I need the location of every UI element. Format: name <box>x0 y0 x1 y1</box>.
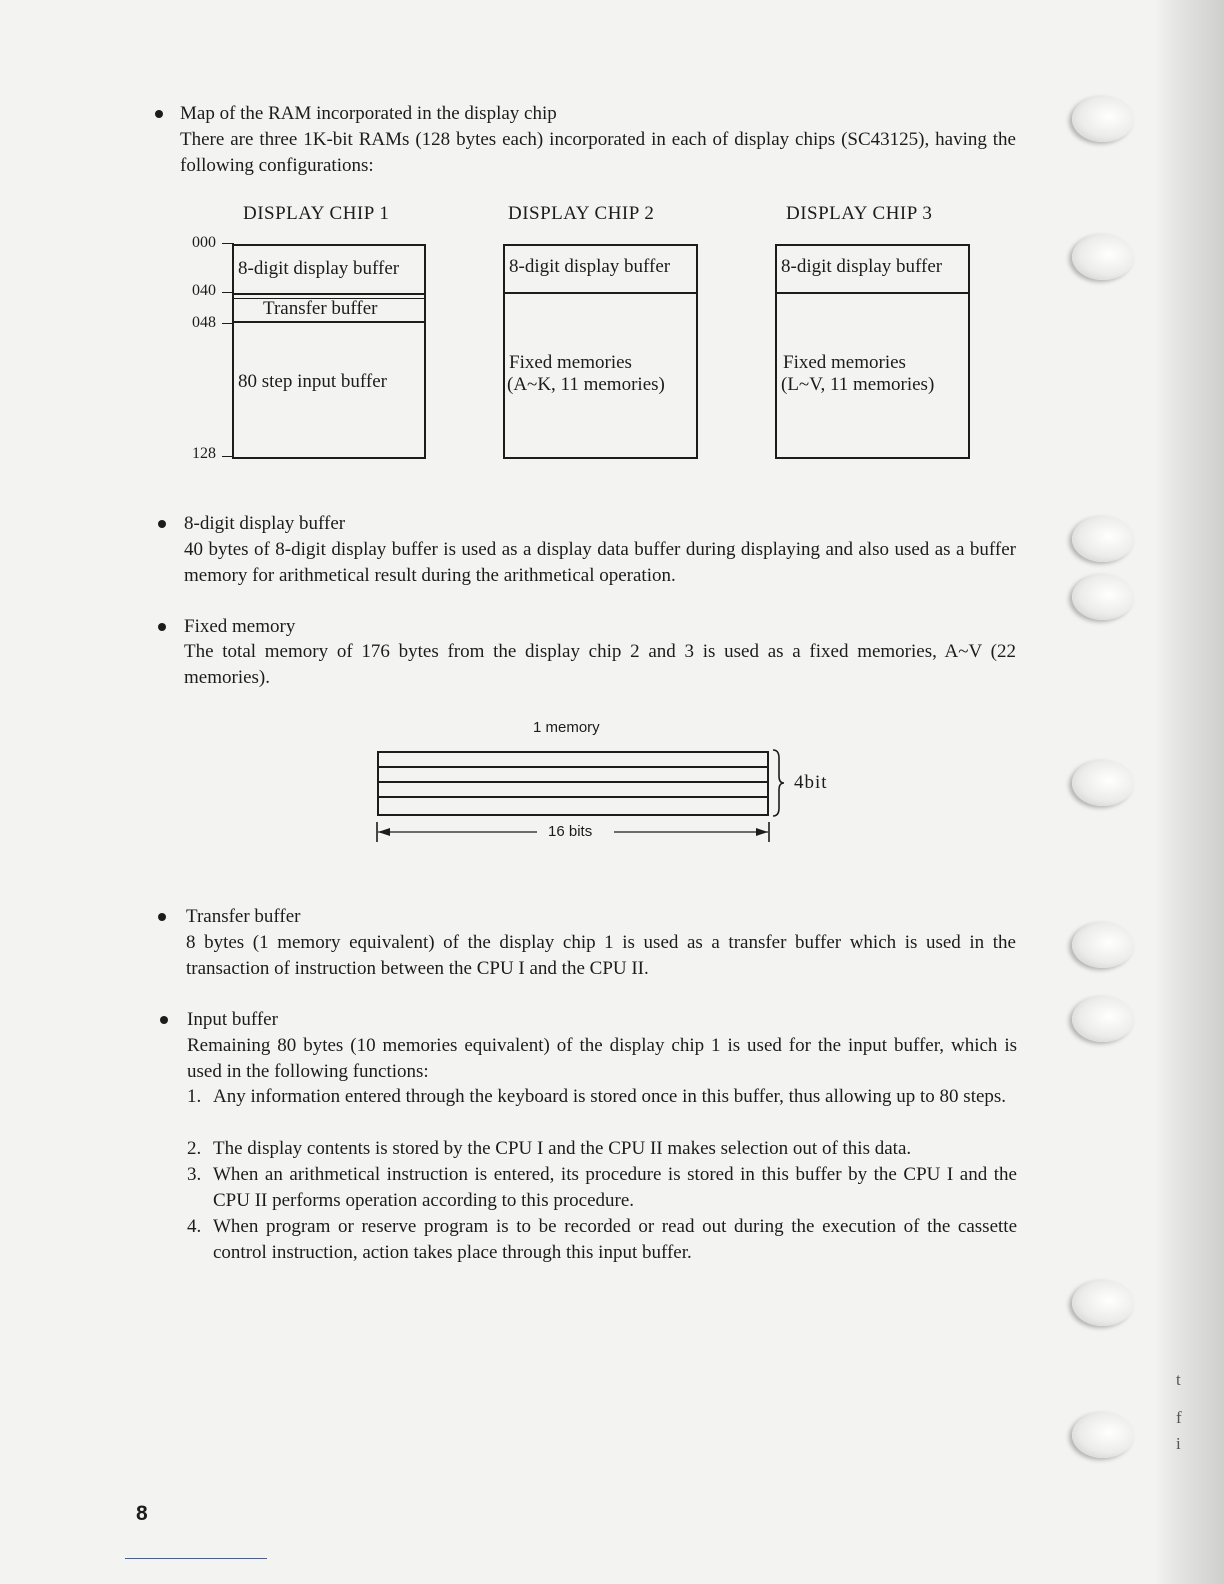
chip-3-fixed-range: (L~V, 11 memories) <box>781 374 935 395</box>
bullet <box>155 110 163 118</box>
address-label: 040 <box>192 282 216 299</box>
edge-letter: f <box>1176 1408 1182 1427</box>
chip-1-input-buffer: 80 step input buffer <box>238 371 387 392</box>
list-number: 2. <box>187 1138 202 1159</box>
fixed-memory-body: The total memory of 176 bytes from the display chip 2 and 3 is used as a fixed memories, A~V (22 memories). <box>184 641 1016 688</box>
input-buffer-item: When an arithmetical instruction is entered, its procedure is stored in this buffer by the CPU I and the CPU II performs operation according to this procedure. <box>213 1164 1017 1211</box>
address-label: 000 <box>192 234 216 251</box>
fixed-memory-heading: Fixed memory <box>184 616 296 637</box>
list-number: 1. <box>187 1086 202 1107</box>
binder-hole <box>1072 1412 1134 1458</box>
address-label: 048 <box>192 314 216 331</box>
chip-3-display-buffer: 8-digit display buffer <box>781 256 943 277</box>
chip-3-fixed-memories: Fixed memories <box>783 352 906 373</box>
page-number: 8 <box>136 1502 148 1525</box>
binder-hole <box>1072 516 1134 562</box>
divider <box>503 292 698 294</box>
binder-hole <box>1072 574 1134 620</box>
chip-2-fixed-range: (A~K, 11 memories) <box>507 374 665 395</box>
chip-3-title: DISPLAY CHIP 3 <box>786 203 933 224</box>
memory-diagram-box <box>377 751 769 816</box>
binder-hole <box>1072 96 1134 142</box>
list-number: 4. <box>187 1216 202 1237</box>
input-buffer-heading: Input buffer <box>187 1009 278 1030</box>
edge-letter: t <box>1176 1370 1181 1389</box>
binder-hole <box>1072 922 1134 968</box>
list-number: 3. <box>187 1164 202 1185</box>
bottom-rule <box>125 1558 267 1559</box>
input-buffer-item: Any information entered through the keyboard is stored once in this buffer, thus allowing up to 80 steps. <box>213 1086 1007 1107</box>
binder-edge <box>1154 0 1224 1584</box>
memory-bit-row <box>377 766 769 768</box>
map-body: There are three 1K-bit RAMs (128 bytes each) incorporated in each of display chips (SC43125), having the following configurations: <box>180 129 1016 176</box>
chip-1-transfer-buffer: Transfer buffer <box>263 298 378 319</box>
bullet <box>158 520 166 528</box>
bullet <box>158 913 166 921</box>
binder-hole <box>1072 760 1134 806</box>
bullet <box>158 623 166 631</box>
input-buffer-item: When program or reserve program is to be recorded or read out during the execution of the cassette control instruction, action takes place through this input buffer. <box>213 1216 1017 1263</box>
chip-1-display-buffer: 8-digit display buffer <box>238 258 400 279</box>
chip-1-title: DISPLAY CHIP 1 <box>243 203 390 224</box>
memory-diagram-bottom-label: 16 bits <box>548 823 593 840</box>
chip-2-fixed-memories: Fixed memories <box>509 352 632 373</box>
input-buffer-item: The display contents is stored by the CPU I and the CPU II makes selection out of this data. <box>213 1138 912 1159</box>
memory-bit-row <box>377 781 769 783</box>
binder-hole <box>1072 1280 1134 1326</box>
divider <box>232 293 426 295</box>
chip-2-display-buffer: 8-digit display buffer <box>509 256 671 277</box>
memory-diagram-side-label: 4bit <box>794 772 828 793</box>
brace-icon <box>770 748 790 818</box>
binder-hole <box>1072 996 1134 1042</box>
transfer-buffer-body: 8 bytes (1 memory equivalent) of the display chip 1 is used as a transfer buffer which is used in the transaction of instruction between the CPU I and the CPU II. <box>186 932 1016 979</box>
address-label: 128 <box>192 445 216 462</box>
binder-hole <box>1072 234 1134 280</box>
display-buffer-heading: 8-digit display buffer <box>184 513 346 534</box>
transfer-buffer-heading: Transfer buffer <box>186 906 301 927</box>
bullet <box>160 1016 168 1024</box>
edge-letter: i <box>1176 1434 1181 1453</box>
memory-diagram-top-label: 1 memory <box>533 719 600 736</box>
memory-bit-row <box>377 796 769 798</box>
divider <box>232 321 426 323</box>
divider <box>775 292 970 294</box>
input-buffer-body: Remaining 80 bytes (10 memories equivalent) of the display chip 1 is used for the input buffer, which is used in the following functions: <box>187 1035 1017 1082</box>
display-buffer-body: 40 bytes of 8-digit display buffer is used as a display data buffer during displaying and also used as a buffer memory for arithmetical result during the arithmetical operation. <box>184 539 1016 586</box>
chip-2-title: DISPLAY CHIP 2 <box>508 203 655 224</box>
map-heading: Map of the RAM incorporated in the display chip <box>180 103 557 124</box>
